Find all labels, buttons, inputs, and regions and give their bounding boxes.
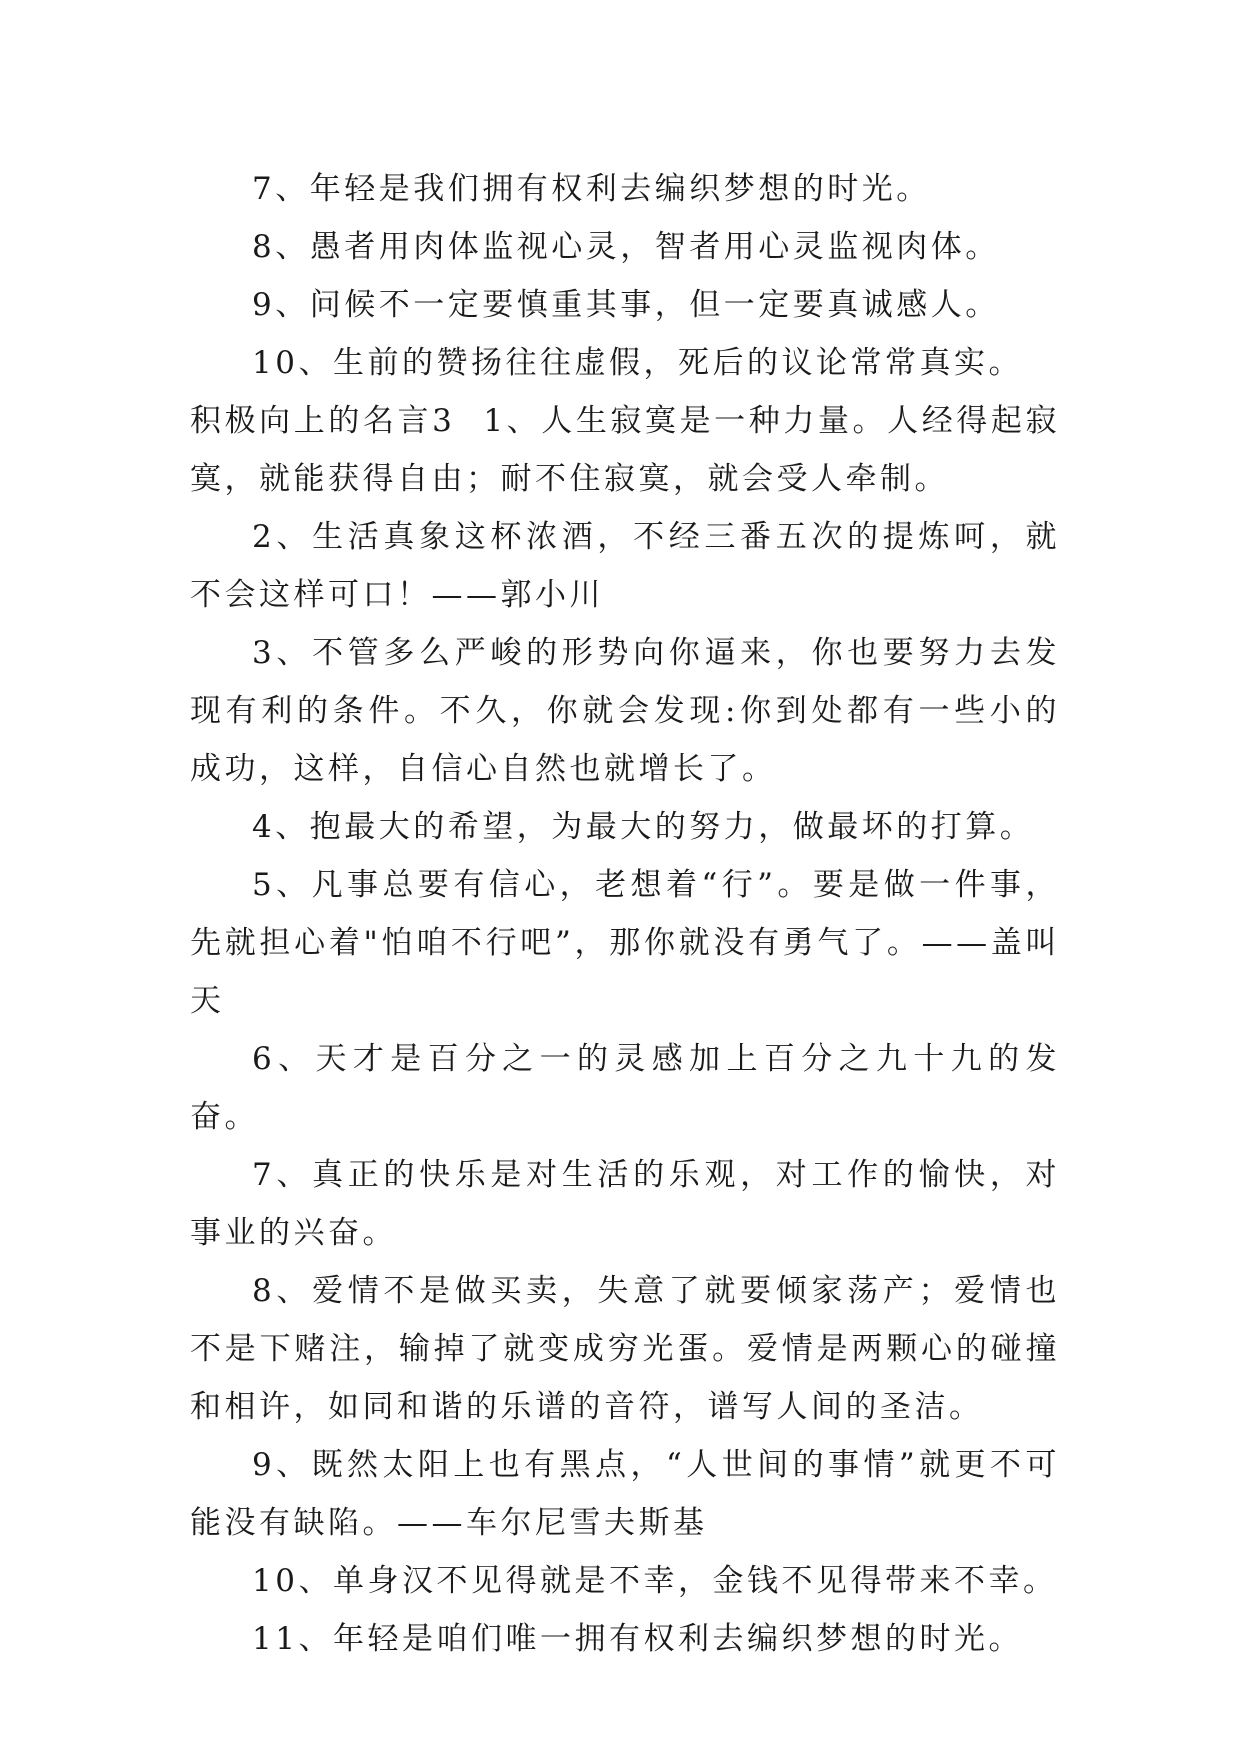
quote-text: 1、人生寂寞是一种力量。人经得起寂寞，就能获得自由；耐不住寂寞，就会受人牵制。 [190, 403, 1060, 497]
quote-paragraph: 5、凡事总要有信心，老想着“行”。要是做一件事，先就担心着"怕咱不行吧”，那你就没有勇气了。——盖叫天 [190, 867, 1060, 1019]
quote-paragraph: 11、年轻是咱们唯一拥有权利去编织梦想的时光。 [252, 1621, 1023, 1657]
quote-paragraph: 9、既然太阳上也有黑点，“人世间的事情”就更不可能没有缺陷。——车尔尼雪夫斯基 [190, 1447, 1060, 1541]
quote-paragraph: 7、真正的快乐是对生活的乐观，对工作的愉快，对事业的兴奋。 [190, 1157, 1060, 1251]
section-heading: 积极向上的名言3 [190, 403, 456, 439]
document-body [190, 160, 1060, 1668]
quote-paragraph: 4、抱最大的希望，为最大的努力，做最坏的打算。 [252, 809, 1035, 845]
quote-paragraph: 10、单身汉不见得就是不幸，金钱不见得带来不幸。 [252, 1563, 1058, 1599]
section-paragraph [190, 392, 1060, 508]
quote-paragraph: 10、生前的赞扬往往虚假，死后的议论常常真实。 [252, 345, 1023, 381]
quote-paragraph: 3、不管多么严峻的形势向你逼来，你也要努力去发现有利的条件。不久，你就会发现:你到处都有一些小的成功，这样，自信心自然也就增长了。 [190, 635, 1060, 787]
quote-paragraph: 8、愚者用肉体监视心灵，智者用心灵监视肉体。 [252, 229, 1000, 265]
quote-paragraph: 2、生活真象这杯浓酒，不经三番五次的提炼呵，就不会这样可口！——郭小川 [190, 519, 1060, 613]
quote-paragraph: 6、天才是百分之一的灵感加上百分之九十九的发奋。 [190, 1041, 1060, 1135]
quote-paragraph: 8、爱情不是做买卖，失意了就要倾家荡产；爱情也不是下赌注，输掉了就变成穷光蛋。爱情是两颗心的碰撞和相许，如同和谐的乐谱的音符，谱写人间的圣洁。 [190, 1273, 1060, 1425]
quote-paragraph: 7、年轻是我们拥有权利去编织梦想的时光。 [252, 171, 931, 207]
quote-paragraph: 9、问候不一定要慎重其事，但一定要真诚感人。 [252, 287, 1000, 323]
